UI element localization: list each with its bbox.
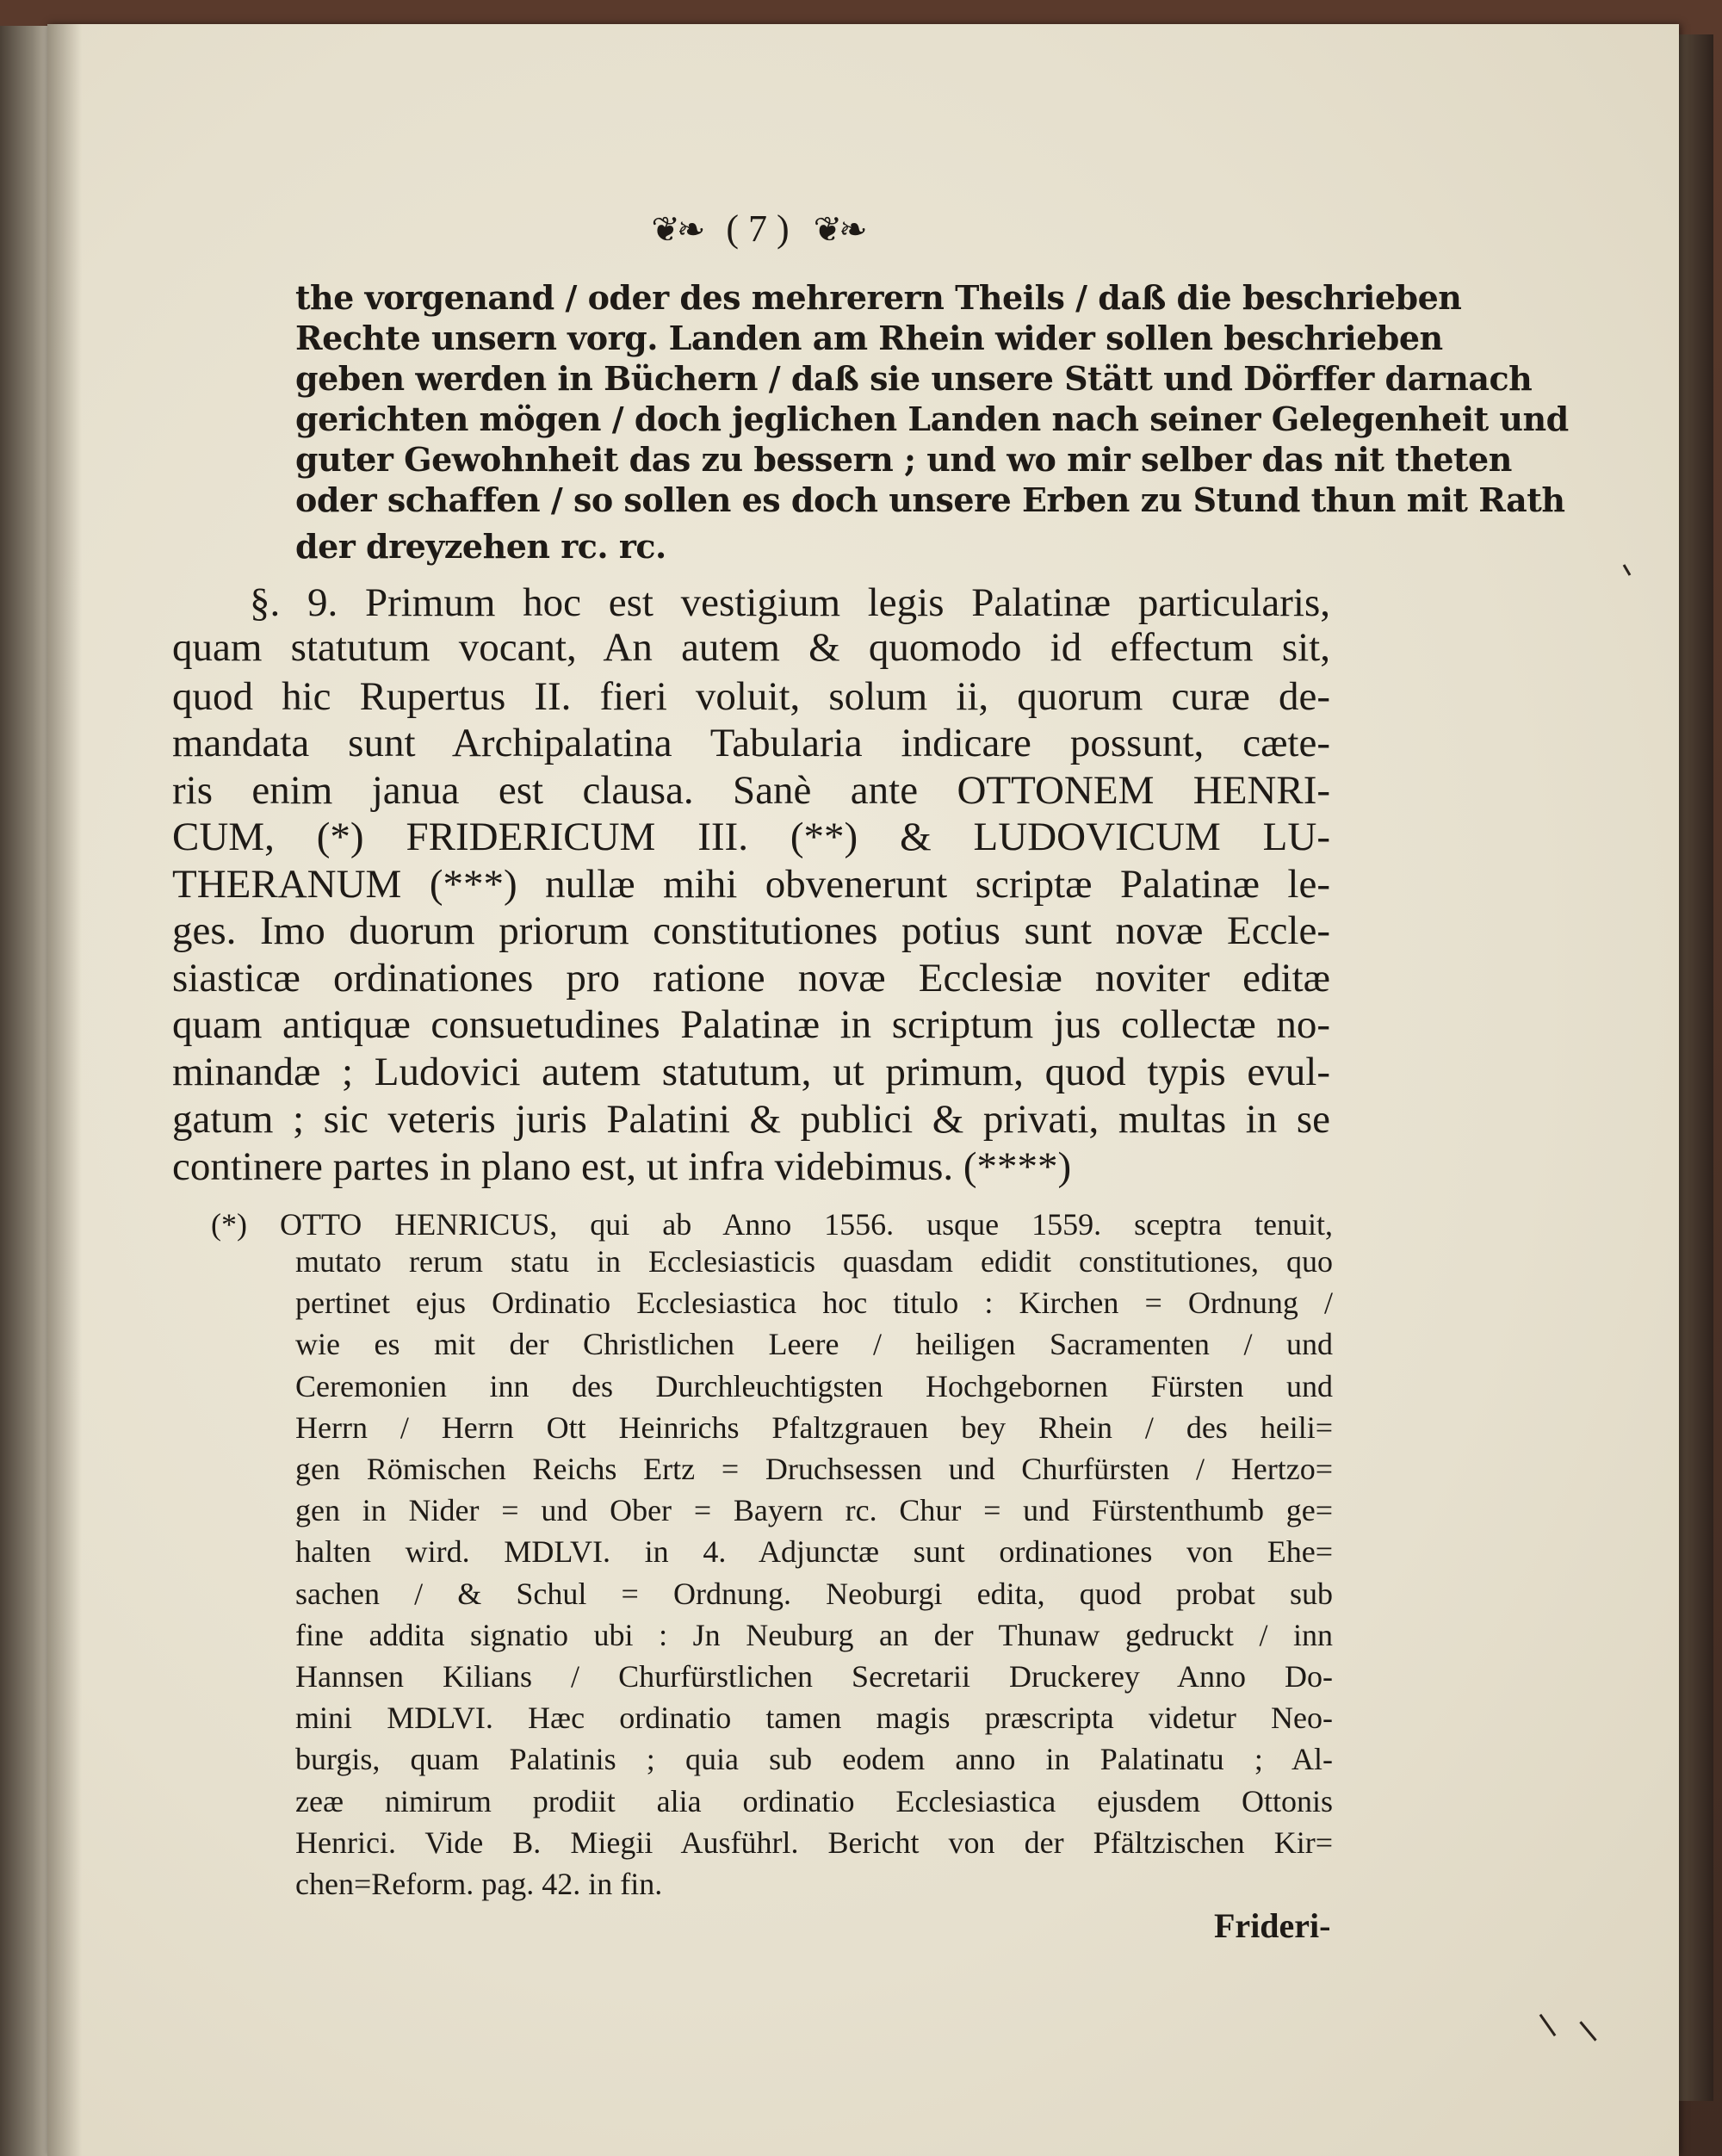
page-number: ( 7 ) <box>726 208 790 250</box>
footnote-line: fine addita signatio ubi : Jn Neuburg an der Thunaw gedruckt / inn <box>295 1618 1333 1652</box>
latin-line: quam antiquæ consuetudines Palatinæ in scriptum jus collectæ no- <box>172 1002 1330 1047</box>
footnote-line: mutato rerum statu in Ecclesiasticis quasdam edidit constitutiones, quo <box>295 1244 1333 1279</box>
footnote-line: Henrici. Vide B. Miegii Ausführl. Bericht von der Pfältzischen Kir= <box>295 1825 1333 1860</box>
footnote-line: chen=Reform. pag. 42. in fin. <box>295 1867 663 1901</box>
page-header <box>603 203 913 255</box>
footnote-line: gen in Nider = und Ober = Bayern rc. Chur = und Fürstenthumb ge= <box>295 1493 1333 1527</box>
footnote-line: Ceremonien inn des Durchleuchtigsten Hochgebornen Fürsten und <box>295 1369 1333 1403</box>
header-ornament-left-icon: ❦❧ <box>651 210 703 250</box>
latin-line: minandæ ; Ludovici autem statutum, ut primum, quod typis evul- <box>172 1050 1330 1094</box>
latin-line: CUM, (*) FRIDERICUM III. (**) & LUDOVICUM LU- <box>172 815 1330 859</box>
footnote-line: Herrn / Herrn Ott Heinrichs Pfaltzgrauen bey Rhein / des heili= <box>295 1410 1333 1445</box>
latin-line: quam statutum vocant, An autem & quomodo id effectum sit, <box>172 625 1330 670</box>
footnote-line: Hannsen Kilians / Churfürstlichen Secretarii Druckerey Anno Do- <box>295 1659 1333 1694</box>
german-line: gerichten mögen / doch jeglichen Landen nach seiner Gelegenheit und <box>295 400 1569 438</box>
footnote-line: zeæ nimirum prodiit alia ordinatio Ecclesiastica ejusdem Ottonis <box>295 1784 1333 1818</box>
latin-line: gatum ; sic veteris juris Palatini & publici & privati, multas in se <box>172 1097 1330 1142</box>
footnote-line: sachen / & Schul = Ordnung. Neoburgi edita, quod probat sub <box>295 1577 1333 1611</box>
latin-line: continere partes in plano est, ut infra videbimus. (****) <box>172 1144 1072 1189</box>
german-line: the vorgenand / oder des mehrerern Theils / daß die beschrieben <box>295 278 1462 317</box>
latin-line: quod hic Rupertus II. fieri voluit, solum ii, quorum curæ de- <box>172 674 1330 719</box>
header-ornament-right-icon: ❦❧ <box>813 210 864 250</box>
latin-line: THERANUM (***) nullæ mihi obvenerunt scriptæ Palatinæ le- <box>172 862 1330 907</box>
german-line: guter Gewohnheit das zu bessern ; und wo mir selber das nit theten <box>295 440 1512 479</box>
german-line: oder schaffen / so sollen es doch unsere Erben zu Stund thun mit Rath <box>295 480 1565 519</box>
german-line: der dreyzehen rc. rc. <box>295 527 666 566</box>
latin-line: siasticæ ordinationes pro ratione novæ Ecclesiæ noviter editæ <box>172 956 1330 1001</box>
latin-line: ris enim janua est clausa. Sanè ante OTTONEM HENRI- <box>172 768 1330 813</box>
footnote-line: gen Römischen Reichs Ertz = Druchsessen und Churfürsten / Hertzo= <box>295 1452 1333 1486</box>
footnote-line: (*) OTTO HENRICUS, qui ab Anno 1556. usque 1559. sceptra tenuit, <box>211 1207 1333 1242</box>
german-line: geben werden in Büchern / daß sie unsere Stätt und Dörffer darnach <box>295 359 1533 398</box>
footnote-line: burgis, quam Palatinis ; quia sub eodem anno in Palatinatu ; Al- <box>295 1742 1333 1776</box>
footnote-line: mini MDLVI. Hæc ordinatio tamen magis præscripta videtur Neo- <box>295 1701 1333 1735</box>
catchword: Frideri- <box>1214 1906 1331 1945</box>
latin-line: ges. Imo duorum priorum constitutiones potius sunt novæ Eccle- <box>172 908 1330 953</box>
latin-line: §. 9. Primum hoc est vestigium legis Palatinæ particularis, <box>250 580 1330 625</box>
german-line: Rechte unsern vorg. Landen am Rhein wider sollen beschrieben <box>295 319 1443 357</box>
latin-line: mandata sunt Archipalatina Tabularia indicare possunt, cæte- <box>172 721 1330 765</box>
footnote-line: pertinet ejus Ordinatio Ecclesiastica hoc titulo : Kirchen = Ordnung / <box>295 1286 1333 1320</box>
footnote-line: wie es mit der Christlichen Leere / heiligen Sacramenten / und <box>295 1327 1333 1361</box>
footnote-line: halten wird. MDLVI. in 4. Adjunctæ sunt ordinationes von Ehe= <box>295 1534 1333 1569</box>
inner-fold-shadow <box>47 24 82 2156</box>
